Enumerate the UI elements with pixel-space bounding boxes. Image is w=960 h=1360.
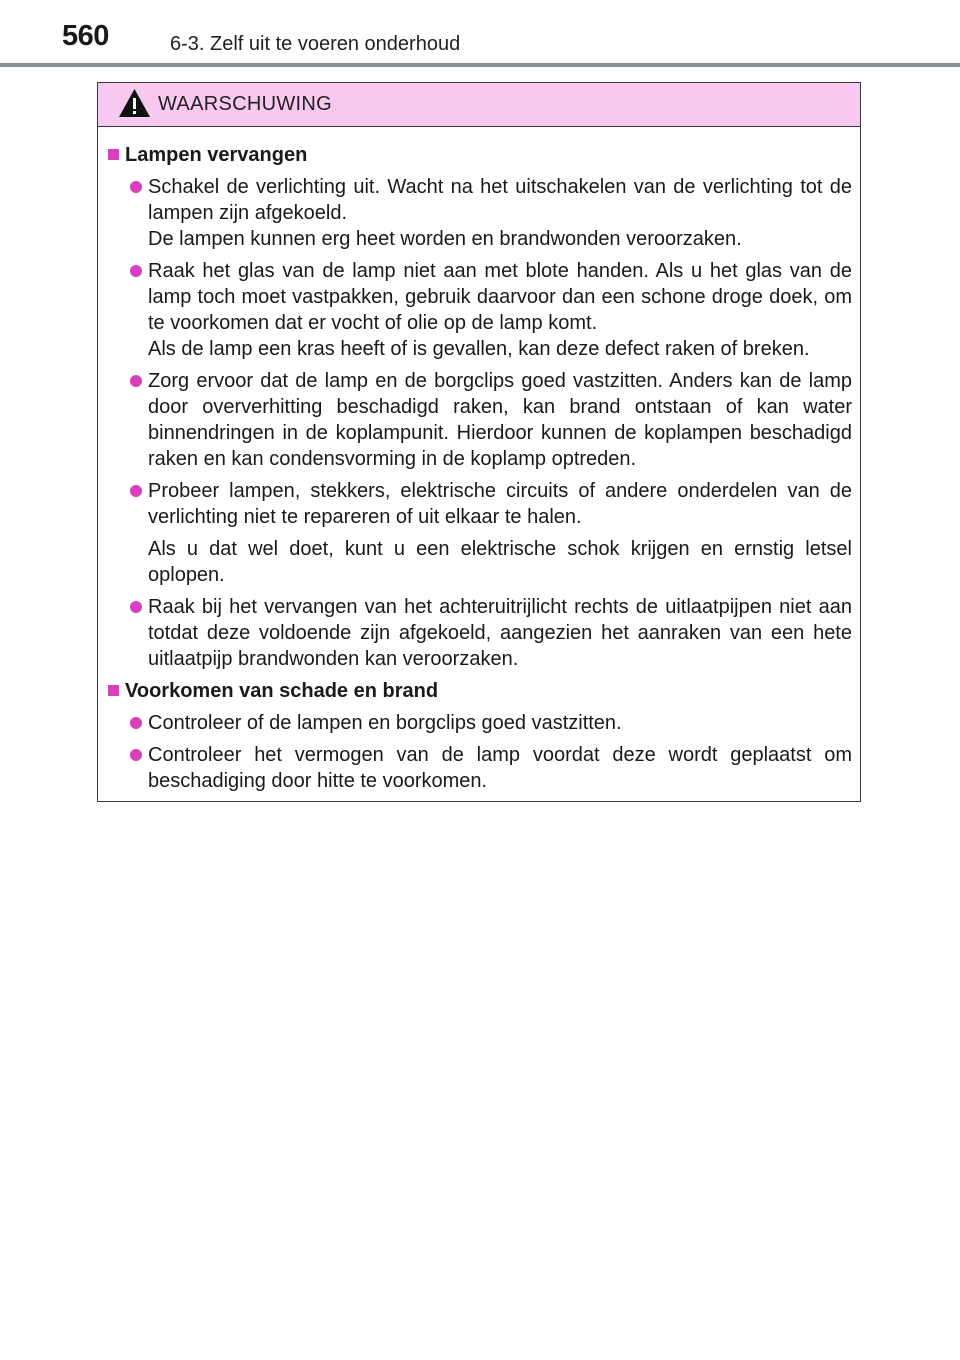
bullet-item: [106, 368, 852, 472]
warning-box: [97, 82, 861, 802]
bullet-text: [148, 478, 852, 588]
bullet-item: [106, 742, 852, 794]
warning-triangle-icon: [118, 88, 151, 118]
bullet-item: [106, 258, 852, 362]
bullet-paragraph: Raak het glas van de lamp niet aan met blote handen. Als u het glas van de lamp toch moet vastpakken, gebruik daarvoor dan een schone droge doek, om te voorkomen dat er vocht of olie op de lamp komt.: [148, 260, 852, 334]
bullet-item: [106, 174, 852, 252]
section-heading: [106, 678, 852, 704]
section-heading-text: Voorkomen van schade en brand: [125, 680, 439, 702]
dot-bullet-icon: [130, 181, 142, 193]
dot-bullet-icon: [130, 265, 142, 277]
warning-body: [98, 127, 860, 794]
square-bullet-icon: [108, 149, 119, 160]
bullet-text: [148, 710, 852, 736]
section-heading-text: Lampen vervangen: [125, 144, 308, 166]
bullet-paragraph: Raak bij het vervangen van het achteruitrijlicht rechts de uitlaatpijpen niet aan totdat deze voldoende zijn afgekoeld, aangezien het aanraken van een hete uitlaatpijp brandwonden kan veroorzaken.: [148, 596, 852, 670]
bullet-paragraph: Als de lamp een kras heeft of is gevallen, kan deze defect raken of breken.: [148, 338, 810, 360]
bullet-item: [106, 478, 852, 588]
section-title: 6-3. Zelf uit te voeren onderhoud: [170, 33, 461, 55]
warning-label: WAARSCHUWING: [158, 93, 332, 115]
bullet-paragraph: Zorg ervoor dat de lamp en de borgclips goed vastzitten. Anders kan de lamp door oververhitting beschadigd raken, kan brand ontstaan of kan water binnendringen in de koplampunit. Hierdoor kunnen de koplampen beschadigd raken en kan condensvorming in de koplamp optreden.: [148, 370, 852, 470]
bullet-item: [106, 594, 852, 672]
bullet-paragraph: Controleer het vermogen van de lamp voordat deze wordt geplaatst om beschadiging door hitte te voorkomen.: [148, 744, 852, 792]
dot-bullet-icon: [130, 717, 142, 729]
bullet-text: [148, 594, 852, 672]
dot-bullet-icon: [130, 485, 142, 497]
dot-bullet-icon: [130, 749, 142, 761]
header-divider: [0, 63, 960, 67]
bullet-text: [148, 368, 852, 472]
bullet-text: [148, 258, 852, 362]
bullet-text: [148, 742, 852, 794]
page-header: [0, 0, 960, 70]
dot-bullet-icon: [130, 375, 142, 387]
bullet-text: [148, 174, 852, 252]
bullet-paragraph: De lampen kunnen erg heet worden en brandwonden veroorzaken.: [148, 228, 742, 250]
page-number: 560: [62, 20, 109, 52]
section-heading: [106, 142, 852, 168]
warning-header: [98, 83, 860, 127]
bullet-paragraph: Probeer lampen, stekkers, elektrische circuits of andere onderdelen van de verlichting niet te repareren of uit elkaar te halen.: [148, 480, 852, 528]
bullet-paragraph: Controleer of de lampen en borgclips goed vastzitten.: [148, 712, 622, 734]
bullet-paragraph: Schakel de verlichting uit. Wacht na het uitschakelen van de verlichting tot de lampen zijn afgekoeld.: [148, 176, 852, 224]
bullet-item: [106, 710, 852, 736]
bullet-paragraph: Als u dat wel doet, kunt u een elektrische schok krijgen en ernstig letsel oplopen.: [148, 538, 852, 586]
square-bullet-icon: [108, 685, 119, 696]
dot-bullet-icon: [130, 601, 142, 613]
